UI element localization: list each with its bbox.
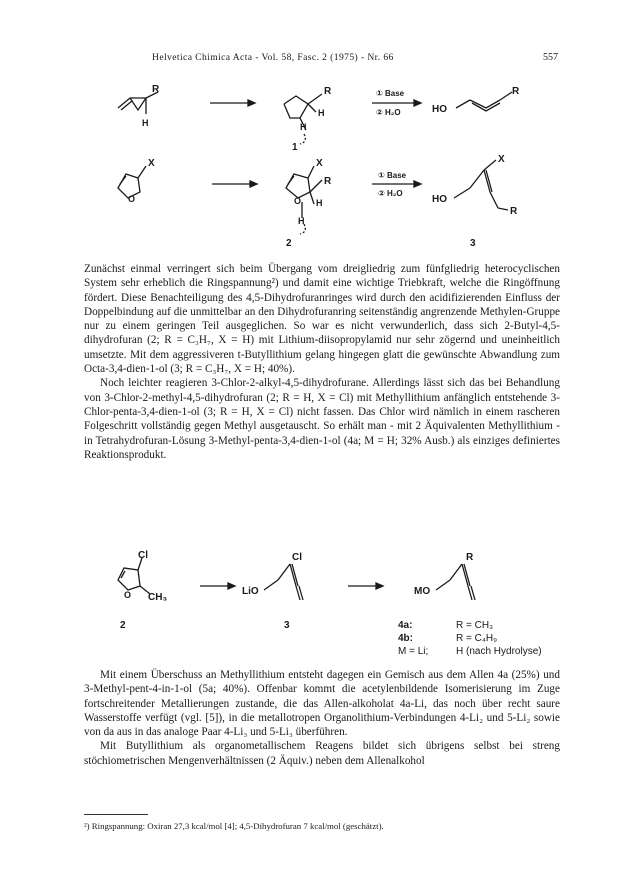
compound-label-2: 2: [286, 238, 292, 249]
substituent-r: R: [466, 552, 474, 563]
metal-oxide-group: MO: [414, 586, 431, 597]
substituent-x: X: [316, 158, 323, 169]
legend-id: M = Li;: [398, 646, 429, 657]
paragraph: Mit einem Überschuss an Methyllithium entsteht dagegen ein Gemisch aus dem Allen 4a (25%) und 3-Methyl-pent-4-in-1-ol (5a; 40%). Offenbar kommt die acetylenbildende Isomerisierung im Zuge fortschreitender Metallierungen zustande, die das Allen-alkoholat 4a-Li, das noch über recht saure Wasserstoffe verfügt (vgl. [5]), in die metallotropen Organolithium-Verbindungen 4-Li₂ und 5-Li₂ sowie von da aus in das analoge Paar 4-Li₃ und 5-Li₃ überführen.: [84, 669, 560, 739]
footnote-divider: [84, 814, 148, 815]
lithium-alkoxide-structure: [264, 564, 303, 600]
chlorine-atom: Cl: [292, 552, 302, 563]
page-number: 557: [543, 52, 558, 63]
substituent-r: R: [152, 84, 160, 95]
footnote: ²) Ringspannung: Oxiran 27,3 kcal/mol [4]; 4,5-Dihydrofuran 7 kcal/mol (geschätzt).: [84, 821, 384, 831]
ring-oxygen: O: [128, 194, 136, 204]
reagent-step-2: ② H₂O: [376, 108, 401, 117]
ring-oxygen: O: [294, 196, 302, 206]
substituent-r: R: [510, 206, 518, 217]
reaction-scheme-1: [0, 80, 624, 258]
ring-oxygen: O: [124, 590, 132, 600]
substituent-r: R: [512, 86, 520, 97]
legend-id: 4b:: [398, 633, 413, 644]
substituent-h: H: [316, 198, 323, 208]
chloro-dihydrofuran-structure: [118, 558, 150, 594]
legend-value: H (nach Hydrolyse): [456, 646, 542, 657]
reagent-step-2: ② H₂O: [378, 189, 403, 198]
chlorine-atom: Cl: [138, 550, 148, 561]
compound-label-3: 3: [470, 238, 476, 249]
compound-label-2: 2: [120, 620, 126, 631]
methyl-group: CH₃: [148, 592, 168, 603]
lithium-oxide-group: LiO: [242, 586, 259, 597]
paragraph: Noch leichter reagieren 3-Chlor-2-alkyl-4,5-dihydrofurane. Allerdings lässt sich das bei Behandlung von 3-Chlor-2-methyl-4,5-dihydrofuran (2; R = H, X = Cl) mit Methyllithium anfänglich entstehende 3-Chlor-penta-3,4-dien-1-ol (3; R = H, X = Cl) nicht fassen. Das Chlor wird nämlich in einem rascheren Folgeschritt vollständig gegen Methyl ausgetauscht. So erhält man - mit 2 Äquivalenten Methyllithium - in Tetrahydrofuran-Lösung 3-Methyl-penta-3,4-dien-1-ol (4a; M = H; 32% Ausb.) als einziges definiertes Reaktionsprodukt.: [84, 377, 560, 461]
substituent-h: H: [298, 216, 305, 226]
substituent-h: H: [300, 122, 307, 132]
body-text-2: [84, 668, 560, 768]
substituent-r: R: [324, 86, 332, 97]
paragraph: Mit Butyllithium als organometallischem Reagens bildet sich übrigens selbst bei streng stöchiometrischen Mengenverhältnissen (2 Äquiv.) neben dem Allenalkohol: [84, 740, 560, 767]
substituent-x: X: [148, 158, 155, 169]
reagent-step-1: ① Base: [378, 171, 407, 180]
reaction-scheme-2: [0, 550, 624, 662]
reagent-step-1: ① Base: [376, 89, 405, 98]
paragraph: Zunächst einmal verringert sich beim Übergang vom dreigliedrig zum fünfgliedrig heterocyclischen System sehr erheblich die Ringspannung²) und damit eine wichtige Triebkraft, welche die Ringöffnung fördert. Diese Benachteiligung des 4,5-Dihydrofuranringes wird durch den acidifizierenden Einfluss der Doppelbindung auf die unmittelbar an den Dihydrofuranring seitenständig angrenzende Methylen-Gruppe nur zu einem geringen Teil ausgeglichen. So war es nicht verwunderlich, dass sich 2-Butyl-4,5-dihydrofuran (2; R = C₃H₇, X = H) mit Lithium-diisopropylamid nur sehr zögernd und uneinheitlich umsetzte. Mit dem aggressiveren t-Butyllithium gelang hingegen glatt die gewünschte Abwandlung zum Octa-3,4-dien-1-ol (3; R = C₃H₇, X = H; 40%).: [84, 263, 560, 376]
compound-label-1: 1: [292, 142, 298, 153]
legend-id: 4a:: [398, 620, 413, 631]
compound-label-3: 3: [284, 620, 290, 631]
substituent-r: R: [324, 176, 332, 187]
oxirane-structure: [118, 92, 158, 114]
body-text-1: [84, 262, 560, 462]
journal-citation: Helvetica Chimica Acta - Vol. 58, Fasc. 2 (1975) - Nr. 66: [152, 52, 394, 63]
legend-value: R = CH₃: [456, 620, 494, 631]
substituent-x: X: [498, 154, 505, 165]
oxirane-intermediate-structure: [284, 94, 322, 144]
running-header: [58, 52, 558, 66]
substituent-h: H: [142, 118, 149, 128]
allenol-structure: [456, 92, 512, 111]
legend-value: R = C₄H₉: [456, 633, 498, 644]
substituted-allenol-structure: [454, 160, 508, 210]
hydroxyl-group: HO: [432, 194, 447, 205]
substituent-h: H: [318, 108, 325, 118]
allen-alkoxide-structure: [436, 564, 475, 600]
hydroxyl-group: HO: [432, 104, 447, 115]
